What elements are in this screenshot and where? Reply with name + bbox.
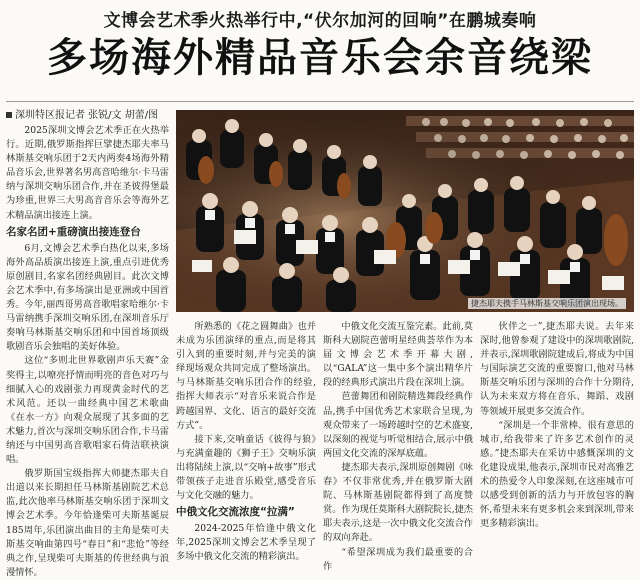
- paragraph: 伙伴之一”,捷杰耶夫说。去年来深时,他曾参观了建设中的深圳歌剧院,并表示,深圳歌剧院建成后,将成为中国与国际演艺交流的重要窗口,他对马林斯基交响乐团与深圳的合作十分期待,认为未来双方将在音乐、舞蹈、戏剧等领域开展更多交流合作。: [480, 321, 634, 417]
- paragraph: 捷杰耶夫表示,深圳原创舞剧《咏春》不仅非常优秀,并在俄罗斯大剧院、马林斯基剧院都得到了高度赞赏。作为现任莫斯科大剧院院长,捷杰耶夫表示,这是一次中俄文化交流合作的双向奔赴。: [323, 461, 473, 544]
- article-column-3: [323, 320, 473, 572]
- paragraph: 这位“多则北世界歌剧声乐天赛”金奖得主,以嘹亮抒情而明亮的音色对巧与细腻入心的戏剧张力再现黄金时代的艺术风范。还以一曲经典中国艺术歌曲《在水一方》向观众展现了其多面的艺术魅力,首次与深圳交响乐团合作,卡马雷纳还与中国男高音歌唱家石倚洁联袂演唱。: [6, 355, 169, 466]
- photo-caption: 捷杰耶夫携手马林斯基交响乐团演出现场。: [468, 298, 626, 309]
- article-column-2: [176, 320, 316, 563]
- paragraph: 所熟悉的《花之圆舞曲》也并未成为乐团演绎的重点,而是将其引入到的重要时刻,并与完美的演绎现场观众共同完成了整场演出。与马林斯基交响乐团合作的经验,指挥大师表示“对音乐来说合作是跨越国界、文化、语言的最好交流方式”。: [176, 321, 316, 431]
- divider: [6, 101, 634, 102]
- paragraph: 接下来,交响童话《彼得与狼》与充满童趣的《狮子王》交响乐演出将陆续上演,以“交响+故事”形式带领孩子走进音乐殿堂,感受音乐与文化交融的魅力。: [176, 433, 316, 502]
- paragraph: 2025深圳文博会艺术季正在火热举行。近期,俄罗斯指挥巨擘捷杰耶夫率马林斯基交响乐团于2天内两奏4场海外精品音乐会,世界著名男高音哈维尔·卡马雷纳与深圳交响乐团合作,并在圣彼得堡最为珍重,世界三大男高音音乐会等海外艺术精品演出接连上演。: [6, 125, 169, 221]
- photo-illustration: [176, 110, 634, 312]
- paragraph: 2024-2025年恰逢中俄文化年,2025深圳文博会艺术季呈现了多场中俄文化交流的精彩演出。: [176, 523, 316, 563]
- article-column-1: [6, 124, 169, 578]
- byline: [6, 106, 158, 121]
- paragraph: 6月,文博会艺术季白热化以来,多场海外高品质演出接连上演,重点引进优秀原创剧目,名家名团经典剧目。此次文博会艺术季中,有多场演出是亚洲或中国首秀。今年,丽西哥男高音歌唱家哈维尔·卡马雷纳携手深圳交响乐团,在深圳音乐厅奏响马林斯基交响乐团和中国首场顶级歌剧音乐会独唱的美好体验。: [6, 242, 169, 353]
- kicker-title: 文博会艺术季火热举行中,“伏尔加河的回响”在鹏城奏响: [103, 11, 537, 31]
- subheading: 名家名团+重磅演出接连登台: [6, 225, 141, 238]
- subheading: 中俄文化交流浓度“拉满”: [176, 506, 295, 519]
- paragraph: 中俄文化交流互鉴完素。此前,莫斯科大剧院芭蕾明星经典荟萃作为本届文博会艺术季开幕大剧,以“GALA”这一集中多个演出精华片段的经典形式演出片段在深圳上演。: [323, 321, 473, 389]
- article-column-4: [480, 320, 634, 536]
- paragraph: 俄罗斯国宝级指挥大师捷杰耶夫自出道以来长期担任马林斯基剧院艺术总监,此次他率马林斯基交响乐团于深圳文博会艺术季。今年恰逢柴可夫斯基诞辰185周年,乐团演出曲目的主角是柴可夫斯基交响曲第四号“春日”和“悲怆”等经典之作,呈现柴可夫斯基的传世经典与浪漫情怀。: [6, 468, 169, 578]
- paragraph: “希望深圳成为我们最重要的合作: [323, 546, 473, 572]
- byline-text: 深圳特区报记者 张锐/文 胡蕾/图: [15, 110, 159, 121]
- paragraph: 芭蕾舞团和剧院精选舞段经典作品,携手中国优秀艺术家联合呈现,为观众带来了一场跨越时空的艺术盛宴,以深刻的视觉与听觉相结合,展示中俄两国文化交流的深厚底蕴。: [323, 391, 473, 459]
- headline: 多场海外精品音乐会余音绕梁: [47, 35, 593, 81]
- bullet-square-icon: [6, 112, 12, 118]
- paragraph: “深圳是一个非常棒、很有意思的城市,给我带来了许多艺术创作的灵感。”捷杰耶夫在采访中感慨深圳的文化建设成果,他表示,深圳市民对高雅艺术的热爱令人印象深刻,在这座城市可以感受到创新的活力与开放包容的胸怀,希望未来有更多机会来到深圳,带来更多精彩演出。: [480, 419, 634, 530]
- orchestra-photo: [176, 110, 634, 312]
